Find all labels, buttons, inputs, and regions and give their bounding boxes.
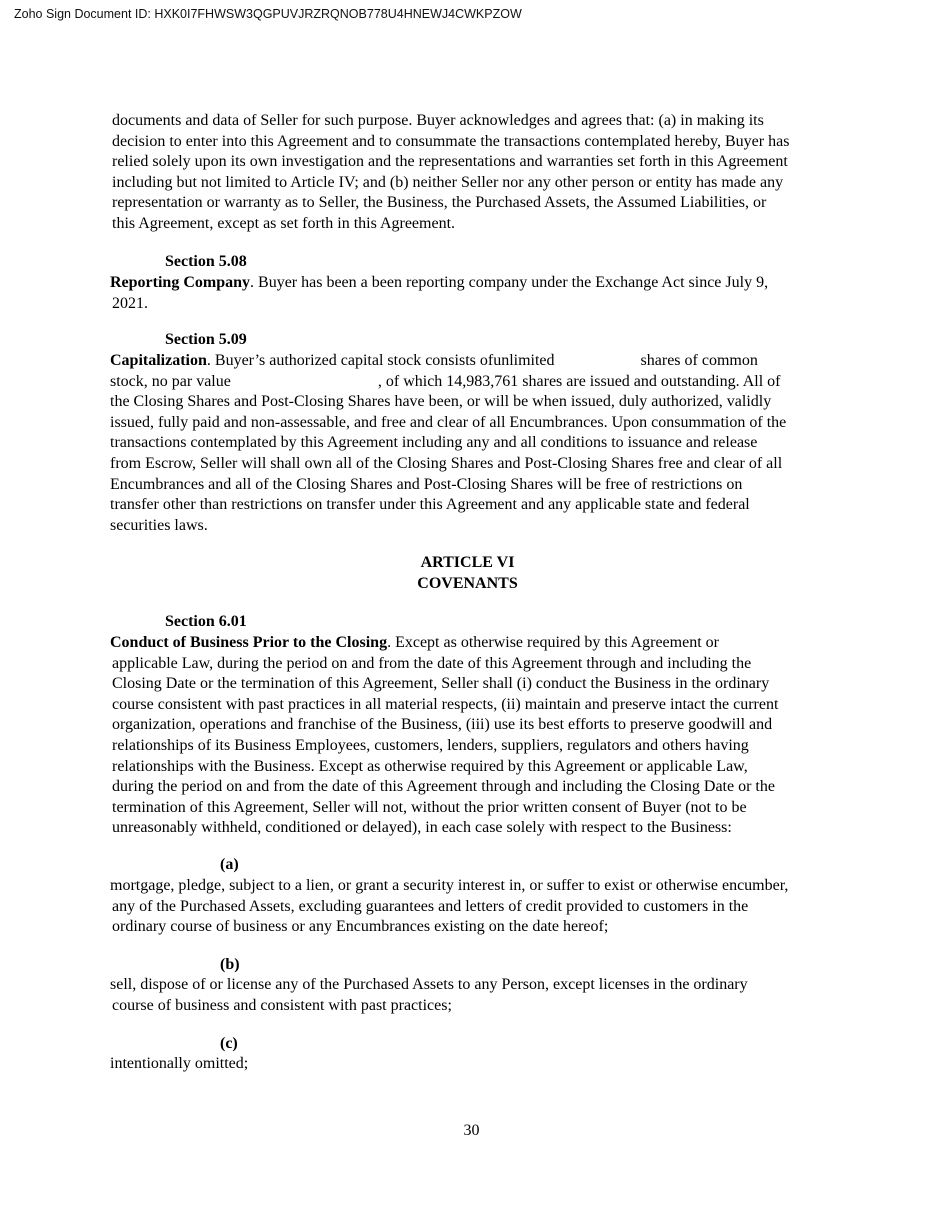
page-number: 30 (463, 1122, 480, 1139)
section-text: , of which 14,983,761 shares are issued and outstanding. All of (377, 372, 781, 390)
article-number: ARTICLE VI (420, 554, 515, 571)
paragraph-line: relied solely upon its own investigation and the representations and warranties set forth in this Agreement (112, 153, 788, 171)
paragraph-line: course of business and consistent with past practices; (112, 996, 452, 1014)
paragraph-line: decision to enter into this Agreement and to consummate the transactions contemplated hereby, Buyer has (112, 132, 790, 150)
paragraph-line: during the period on and from the date of this Agreement through and including the Closing Date or the (112, 778, 775, 796)
paragraph-line: ordinary course of business or any Encumbrances existing on the date hereof; (112, 918, 609, 936)
paragraph-line (110, 372, 830, 393)
paragraph-line: any of the Purchased Assets, excluding guarantees and letters of credit provided to customers in the (112, 897, 749, 915)
article-title: COVENANTS (417, 575, 518, 592)
paragraph-line: Closing Date or the termination of this Agreement, Seller shall (i) conduct the Business in the ordinary (112, 675, 770, 693)
section-title: Capitalization (110, 352, 207, 369)
paragraph-line: this Agreement, except as set forth in this Agreement. (112, 214, 456, 232)
paragraph-line: sell, dispose of or license any of the Purchased Assets to any Person, except licenses in the ordinary (110, 976, 748, 993)
section-heading-5-08: Section 5.08 (165, 253, 247, 270)
paragraph-line: unreasonably withheld, conditioned or delayed), in each case solely with respect to the Business: (112, 819, 732, 837)
document-id: Zoho Sign Document ID: HXK0I7FHWSW3QGPUVJRZRQNOB778U4HNEWJ4CWKPZOW (14, 7, 522, 21)
section-heading-5-09: Section 5.09 (165, 331, 247, 348)
paragraph-line: 2021. (112, 294, 148, 312)
paragraph-line (110, 633, 830, 654)
section-6-01-body (110, 633, 830, 839)
item-label-b: (b) (220, 956, 240, 973)
paragraph-line: intentionally omitted; (110, 1055, 249, 1072)
section-title: Conduct of Business Prior to the Closing (110, 634, 388, 651)
item-b-body (110, 975, 830, 1016)
section-text: . Buyer has been a been reporting company under the Exchange Act since July 9, (250, 274, 769, 291)
paragraph-line: securities laws. (110, 516, 208, 534)
section-5-09-body (110, 351, 830, 536)
item-label-a: (a) (220, 856, 239, 873)
paragraph-line: course consistent with past practices in all material respects, (ii) maintain and preserve intact the current (112, 695, 779, 713)
paragraph-line: Encumbrances and all of the Closing Shares and Post-Closing Shares will be free of restrictions on (110, 475, 743, 493)
section-text: stock, no par value (110, 372, 231, 390)
item-a-body (110, 876, 830, 938)
section-text: . Buyer’s authorized capital stock consists ofunlimited (206, 352, 555, 369)
paragraph-line: from Escrow, Seller will shall own all of the Closing Shares and Post-Closing Shares free and clear of all (110, 454, 783, 472)
item-c-body (110, 1054, 830, 1075)
section-text: shares of common (640, 352, 758, 369)
paragraph-line: termination of this Agreement, Seller will not, without the prior written consent of Buyer (not to be (112, 798, 747, 816)
section-text: . Except as otherwise required by this Agreement or (387, 634, 719, 651)
paragraph-line: organization, operations and franchise of the Business, (iii) use its best efforts to preserve goodwill and (112, 716, 773, 734)
paragraph-line: applicable Law, during the period on and from the date of this Agreement through and including the (112, 654, 752, 672)
paragraph-line: issued, fully paid and non-assessable, and free and clear of all Encumbrances. Upon consummation of the (110, 413, 787, 431)
paragraph-line: transactions contemplated by this Agreement including any and all conditions to issuance and release (110, 434, 758, 452)
paragraph-line (110, 351, 830, 372)
section-title: Reporting Company (110, 274, 251, 291)
paragraph-line: relationships with the Business. Except as otherwise required by this Agreement or applicable Law, (112, 757, 748, 775)
paragraph-line: including but not limited to Article IV; and (b) neither Seller nor any other person or entity has made any (112, 173, 784, 191)
intro-paragraph (110, 111, 830, 235)
paragraph-line: transfer other than restrictions on transfer under this Agreement and any applicable state and federal (110, 496, 750, 514)
paragraph-line: mortgage, pledge, subject to a lien, or grant a security interest in, or suffer to exist or otherwise encumber, (110, 877, 789, 894)
paragraph-line: representation or warranty as to Seller, the Business, the Purchased Assets, the Assumed Liabilities, or (112, 194, 767, 212)
paragraph-line: relationships of its Business Employees, customers, lenders, suppliers, regulators and others having (112, 736, 749, 754)
paragraph-line: documents and data of Seller for such purpose. Buyer acknowledges and agrees that: (a) in making its (112, 112, 764, 129)
paragraph-line: the Closing Shares and Post-Closing Shares have been, or will be when issued, duly authorized, validly (110, 393, 772, 411)
section-heading-6-01: Section 6.01 (165, 613, 247, 630)
paragraph-line (110, 273, 830, 294)
item-label-c: (c) (220, 1035, 238, 1052)
section-5-08-body (110, 273, 830, 314)
